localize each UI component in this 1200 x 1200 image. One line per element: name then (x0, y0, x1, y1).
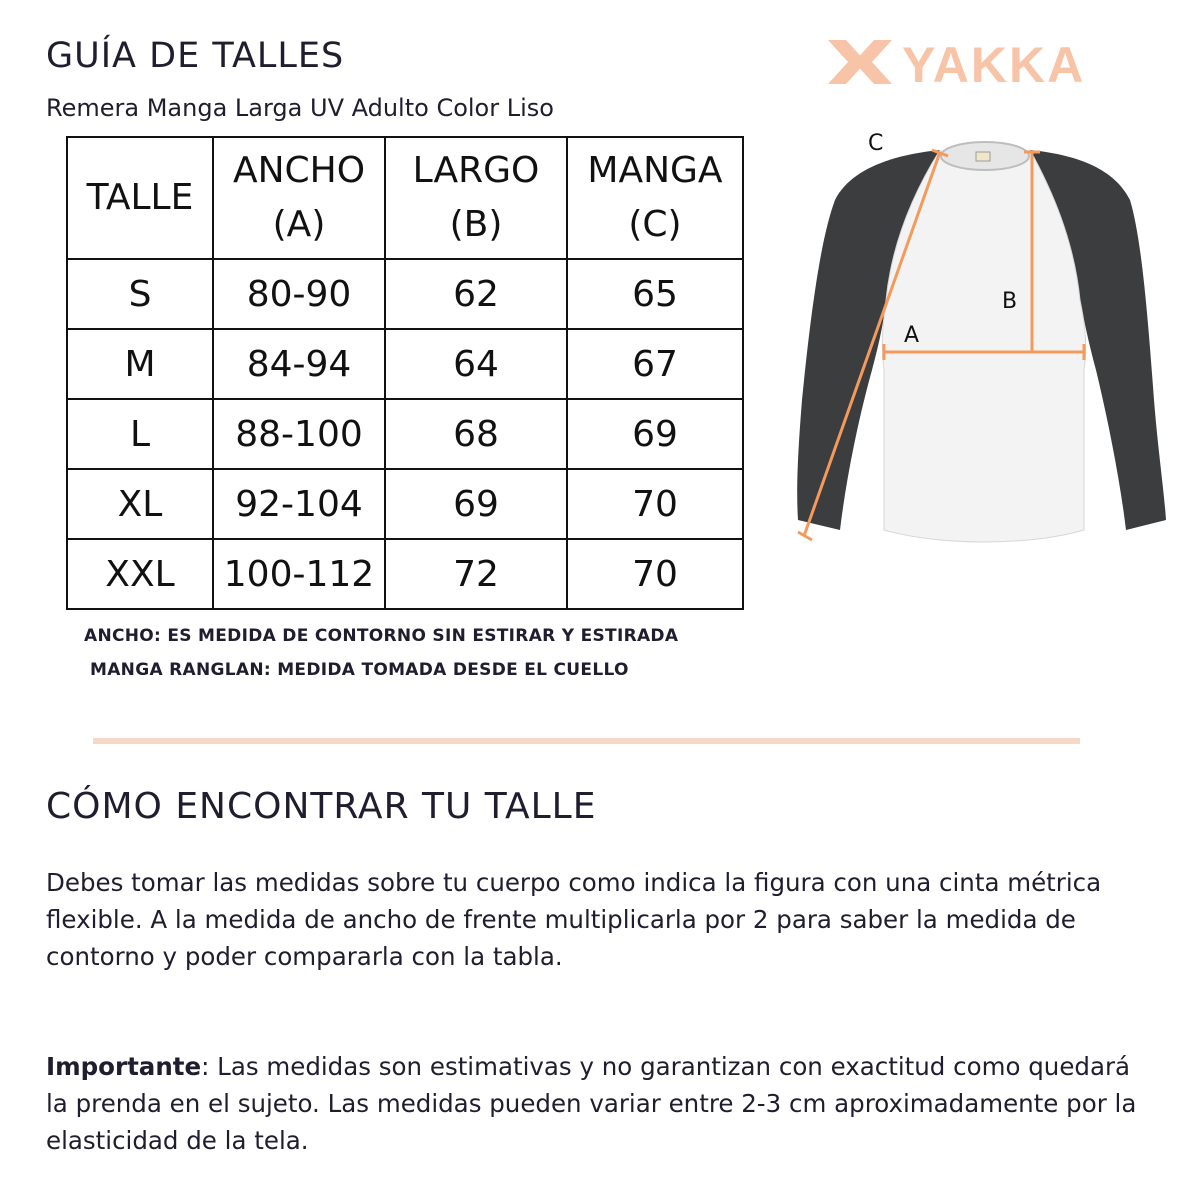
cell-manga: 70 (567, 539, 743, 609)
cell-largo: 72 (385, 539, 567, 609)
cell-talle: L (67, 399, 213, 469)
cell-manga: 65 (567, 259, 743, 329)
size-table (66, 136, 744, 610)
important-text: : Las medidas son estimativas y no garantizan con exactitud como quedará la prenda en el sujeto. Las medidas pueden variar entre 2-3 cm aproximadamente por la elasticidad de la tela. (46, 1052, 1137, 1155)
cell-ancho: 80-90 (213, 259, 385, 329)
cell-talle: M (67, 329, 213, 399)
cell-manga: 70 (567, 469, 743, 539)
cell-ancho: 100-112 (213, 539, 385, 609)
product-subtitle: Remera Manga Larga UV Adulto Color Liso (46, 94, 554, 122)
header-ancho: ANCHO (A) (213, 137, 385, 259)
cell-talle: XL (67, 469, 213, 539)
table-row (67, 399, 743, 469)
measure-label-c: C (868, 131, 884, 156)
note-ancho: ANCHO: ES MEDIDA DE CONTORNO SIN ESTIRAR Y ESTIRADA (84, 626, 679, 646)
important-label: Importante (46, 1052, 202, 1081)
header-talle: TALLE (67, 137, 213, 259)
section-divider (93, 738, 1080, 744)
howto-title: CÓMO ENCONTRAR TU TALLE (46, 786, 597, 827)
brand-logo (828, 34, 1128, 90)
table-row (67, 259, 743, 329)
cell-largo: 64 (385, 329, 567, 399)
cell-ancho: 92-104 (213, 469, 385, 539)
page-title: GUÍA DE TALLES (46, 36, 345, 76)
howto-paragraph: Debes tomar las medidas sobre tu cuerpo como indica la figura con una cinta métrica flexible. A la medida de ancho de frente multiplicarla por 2 para saber la medida de contorno y poder compararla con la tabla. (46, 868, 1102, 971)
size-table-header-row (67, 137, 743, 259)
important-paragraph (46, 1048, 1156, 1159)
header-largo: LARGO (B) (385, 137, 567, 259)
measure-label-a: A (904, 323, 920, 348)
measure-label-b: B (1002, 289, 1018, 314)
cell-largo: 69 (385, 469, 567, 539)
collar-tag (976, 152, 990, 161)
cell-largo: 68 (385, 399, 567, 469)
cell-talle: XXL (67, 539, 213, 609)
cell-ancho: 88-100 (213, 399, 385, 469)
table-row (67, 329, 743, 399)
note-manga: MANGA RANGLAN: MEDIDA TOMADA DESDE EL CUELLO (90, 660, 629, 680)
cell-manga: 67 (567, 329, 743, 399)
cell-manga: 69 (567, 399, 743, 469)
cell-largo: 62 (385, 259, 567, 329)
shirt-diagram (780, 120, 1180, 560)
header-manga: MANGA (C) (567, 137, 743, 259)
brand-wordmark: YAKKA (902, 37, 1086, 90)
cell-ancho: 84-94 (213, 329, 385, 399)
table-row (67, 469, 743, 539)
cell-talle: S (67, 259, 213, 329)
table-row (67, 539, 743, 609)
